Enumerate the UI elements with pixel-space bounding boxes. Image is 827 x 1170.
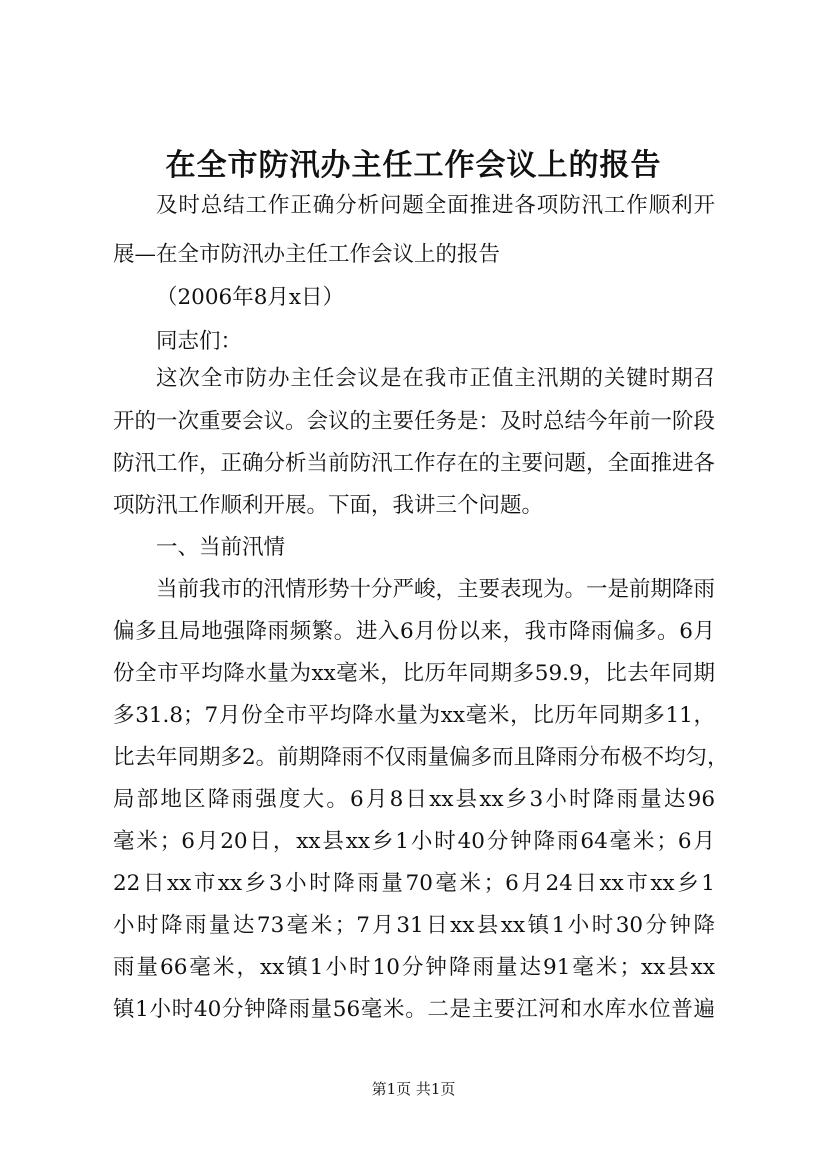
page-footer: 第1页 共1页 [371, 1080, 456, 1098]
paragraph-line: 雨量66毫米，xx镇1小时10分钟降雨量达91毫米；xx县xx [113, 955, 715, 980]
paragraph-line: 比去年同期多2。前期降雨不仅雨量偏多而且降雨分布极不均匀， [113, 745, 729, 770]
paragraph-line: 份全市平均降水量为xx毫米，比历年同期多59.9，比去年同期 [113, 661, 715, 686]
section-heading: 一、当前汛情 [156, 535, 286, 560]
paragraph-line: 22日xx市xx乡3小时降雨量70毫米；6月24日xx市xx乡1 [113, 871, 715, 896]
paragraph-line: 镇1小时40分钟降雨量56毫米。二是主要江河和水库水位普遍 [113, 997, 715, 1022]
paragraph-line: 项防汛工作顺利开展。下面，我讲三个问题。 [113, 493, 544, 518]
paragraph-line: 开的一次重要会议。会议的主要任务是：及时总结今年前一阶段 [113, 409, 716, 434]
date-line: （2006年8月x日） [156, 285, 345, 310]
paragraph-line: 偏多且局地强降雨频繁。进入6月份以来，我市降雨偏多。6月 [113, 619, 715, 644]
salutation: 同志们： [156, 329, 243, 354]
paragraph-line: 多31.8；7月份全市平均降水量为xx毫米，比历年同期多11， [113, 703, 715, 728]
paragraph-line: 这次全市防办主任会议是在我市正值主汛期的关键时期召 [156, 366, 715, 391]
paragraph-line: 小时降雨量达73毫米；7月31日xx县xx镇1小时30分钟降 [113, 913, 715, 938]
subtitle-line: 及时总结工作正确分析问题全面推进各项防汛工作顺利开 [156, 193, 715, 218]
document-title: 在全市防汛办主任工作会议上的报告 [165, 148, 662, 183]
paragraph-line: 当前我市的汛情形势十分严峻，主要表现为。一是前期降雨 [156, 577, 716, 602]
subtitle-line: 展—在全市防汛办主任工作会议上的报告 [113, 242, 501, 267]
paragraph-line: 毫米；6月20日，xx县xx乡1小时40分钟降雨64毫米；6月 [113, 829, 715, 854]
paragraph-line: 局部地区降雨强度大。6月8日xx县xx乡3小时降雨量达96 [113, 787, 715, 812]
paragraph-line: 防汛工作，正确分析当前防汛工作存在的主要问题，全面推进各 [113, 451, 716, 476]
